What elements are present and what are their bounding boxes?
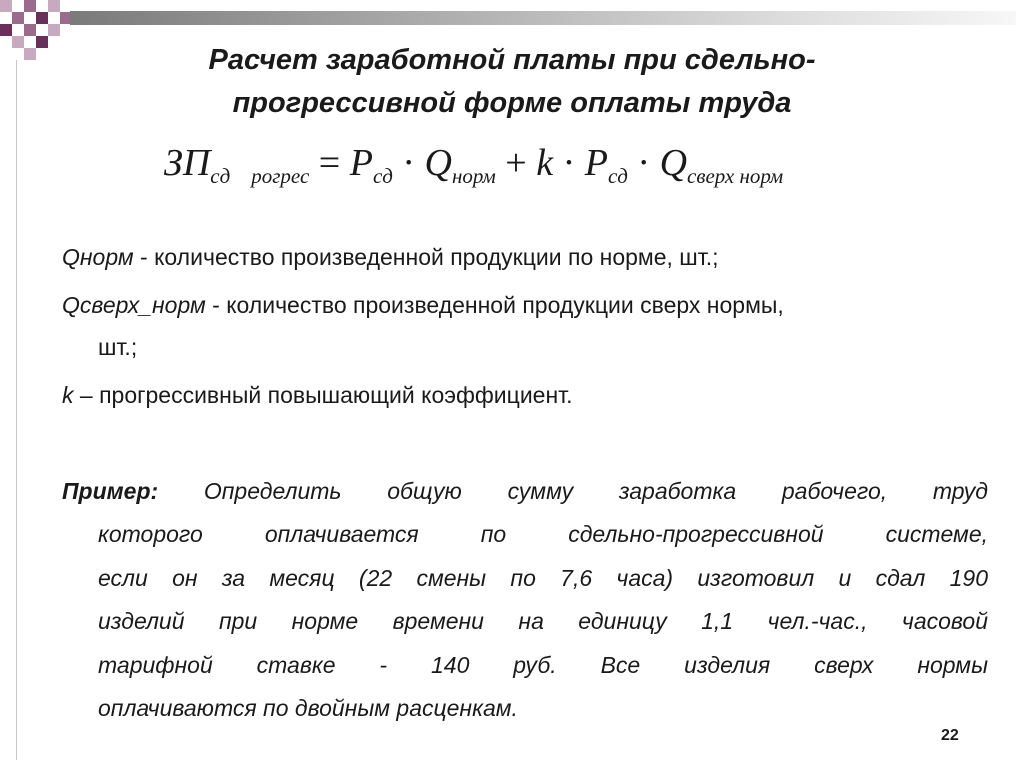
formula-p1-sub: сд xyxy=(372,164,393,188)
formula-q2: Q xyxy=(659,142,688,184)
example-label: Пример: xyxy=(62,478,159,504)
formula-dot-1: · xyxy=(392,142,425,184)
example-line: изделий при норме времени на единицу 1,1 чел.-час., часовой xyxy=(98,608,988,635)
page-number: 22 xyxy=(941,727,959,744)
example-line: оплачиваются по двойным расценкам. xyxy=(98,695,518,722)
wage-formula xyxy=(164,141,783,189)
example-line-text: Определить общую сумму заработка рабочего, труд xyxy=(158,478,988,504)
slide-title-line-2: прогрессивной форме оплаты труда xyxy=(232,87,792,119)
slide-title-line-1: Расчет заработной платы при сдельно- xyxy=(208,44,816,76)
formula-p2-sub: сд xyxy=(607,164,628,188)
example-paragraph xyxy=(62,470,988,730)
definition-text: - количество произведенной продукции по норме, шт.; xyxy=(133,244,719,270)
formula-dot-3: · xyxy=(627,142,660,184)
left-guide-line xyxy=(16,60,17,760)
definition-symbol: Qсверх_норм xyxy=(62,292,206,318)
example-line: если он за месяц (22 смены по 7,6 часа) изготовил и сдал 190 xyxy=(98,564,988,591)
formula-equals: = xyxy=(309,142,350,184)
header-gradient-bar xyxy=(70,11,1016,25)
formula-lhs-sub: сд рогрес xyxy=(210,164,310,188)
formula-q2-sub: сверх норм xyxy=(687,164,784,188)
definition-q-over-norm xyxy=(62,284,982,326)
formula-q1: Q xyxy=(424,142,452,184)
definition-symbol: Qнорм xyxy=(62,244,134,270)
definition-q-norm xyxy=(62,236,719,278)
definition-continuation: шт.; xyxy=(98,334,138,360)
definition-k xyxy=(62,374,573,416)
formula-p1: P xyxy=(349,142,373,184)
example-line: которого оплачивается по сдельно-прогрессивной системе, xyxy=(98,521,988,548)
formula-q1-sub: норм xyxy=(452,164,496,188)
example-line xyxy=(62,470,988,513)
definition-text: – прогрессивный повышающий коэффициент. xyxy=(73,382,573,408)
formula-k: k xyxy=(536,142,554,184)
formula-dot-2: · xyxy=(553,142,585,184)
formula-p2: P xyxy=(584,142,608,184)
definition-symbol: k xyxy=(62,382,74,408)
example-line: тарифной ставке - 140 руб. Все изделия сверх нормы xyxy=(98,651,988,678)
definition-text: - количество произведенной продукции сверх нормы, xyxy=(205,292,784,318)
formula-lhs: ЗП xyxy=(164,142,211,184)
formula-plus: + xyxy=(495,142,537,184)
